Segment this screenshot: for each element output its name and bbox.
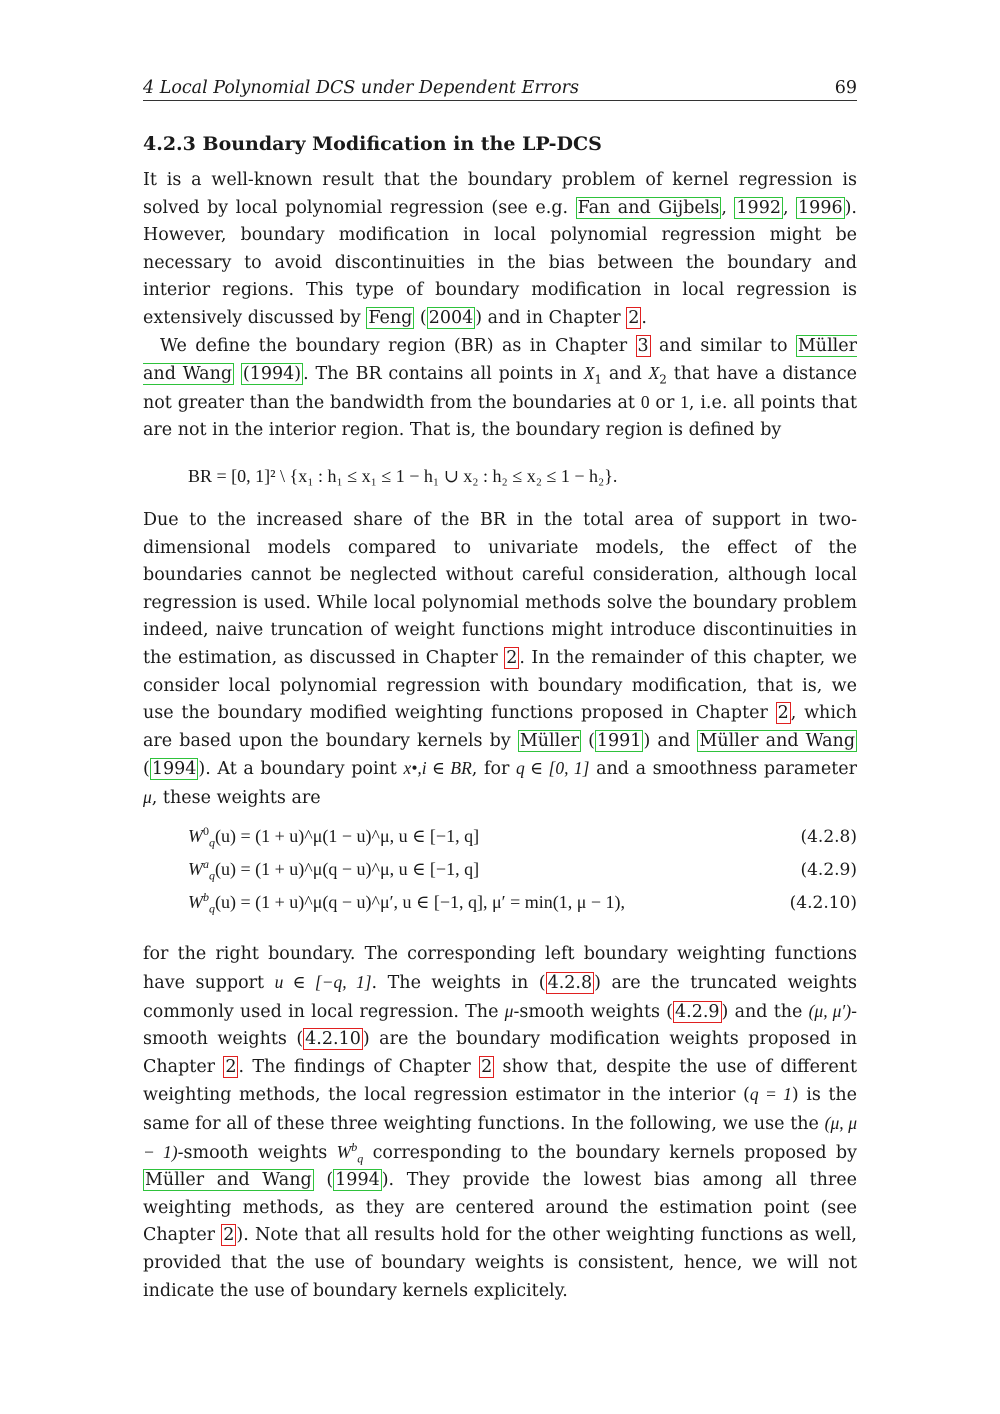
equation-boundary-region: BR = [0, 1]² \ {x₁ : h₁ ≤ x₁ ≤ 1 − h₁ ∪ x₂ : h₂ ≤ x₂ ≤ 1 − h₂}. (188, 465, 618, 486)
page-number: 69 (834, 78, 857, 98)
equation-link[interactable]: 4.2.9 (675, 1001, 720, 1022)
paragraph-3: Due to the increased share of the BR in the total area of support in two-dimensional models compared to univariate models, the effect of the boundaries cannot be neglected without careful consideration, although local regression is used. While local polynomial methods solve the boundary problem indeed, naive truncation of weight functions might introduce discontinuities in the estimation, as discussed in Chapter 2 . In the remainder of this chapter, we consider local polynomial regression with boundary modification, that is, we use the boundary modified weighting functions proposed in Chapter 2 , which are based upon the boundary kernels by Müller ( 1991 ) and Müller and Wang ( 1994 ). At a boundary point x•,i ∈ BR, for q ∈ [0, 1] and a smoothness parameter μ, these weights are (143, 509, 858, 808)
citation-link[interactable]: Müller and Wang (143, 335, 857, 385)
citation-link[interactable]: (1994) (242, 364, 302, 385)
citation-link[interactable]: 1991 (596, 730, 642, 751)
equation-block (143, 826, 857, 925)
paragraph-1: It is a well-known result that the boundary problem of kernel regression is solved by local polynomial regression (see e.g. Fan and Gijbels , 1992 , 1996 ). However, boundary modification in local polynomial regression might be necessary to avoid discontinuities in the bias between the boundary and interior regions. This type of boundary modification in local regression is extensively discussed by Feng ( 2004 ) and in Chapter 2 . (143, 170, 857, 328)
section-heading: 4.2.3 Boundary Modification in the LP-DCS (143, 133, 602, 155)
equation-4-2-9: $W^a_q(u) = (1$ + u)^μ(q − u)^μ, u ∈ [−1, q] (4.2.9) (188, 857, 857, 884)
running-header (143, 78, 857, 101)
paragraph-2: We define the boundary region (BR) as in Chapter 3 and similar to Müller and Wang (1994) . The BR contains all points in $X_1$ and $X_2$ that have a distance not greater than the bandwidth from the boundaries at 0 or 1, i.e. all points that are not in the interior region. That is, the boundary region is defined by (143, 335, 857, 441)
equation-number: (4.2.9) (800, 860, 857, 881)
citation-link[interactable]: 1992 (736, 197, 781, 218)
citation-link[interactable]: Müller and Wang (699, 730, 856, 751)
page (143, 78, 857, 1305)
citation-link[interactable]: 2004 (428, 307, 474, 328)
citation-link[interactable]: 1996 (798, 197, 843, 218)
equation-number: (4.2.10) (789, 893, 857, 914)
equation-4-2-8: $W^0_q(u) = (1$ + u)^μ(1 − u)^μ, u ∈ [−1, q] (4.2.8) (188, 824, 857, 851)
paragraph-4: for the right boundary. The corresponding left boundary weighting functions have support u ∈ [−q, 1]. The weights in ( 4.2.8 ) are the truncated weights commonly used in local regression. The μ-smooth weights ( 4.2.9 ) and the (μ, μ′)-smooth weights ( 4.2.10 ) are the boundary modification weights proposed in Chapter 2 . The findings of Chapter 2 show that, despite the use of different weighting methods, the local regression estimator in the interior (q = 1) is the same for all of these three weighting functions. In the following, we use the (μ, μ − 1)-smooth weights $W^b_q$ corresponding to the boundary kernels proposed by Müller and Wang ( 1994 ). They provide the lowest bias among all three weighting methods, as they are centered around the estimation point (see Chapter 2 ). Note that all results hold for the other weighting functions as well, provided that the use of boundary weights is consistent, hence, we will not indicate the use of boundary kernels explicitely. (143, 944, 858, 1301)
equation-4-2-10: $W^b_q(u) = (1$ + u)^μ(q − u)^μ′, u ∈ [−1, q], μ′ = min(1, μ − 1), (4.2.10) (188, 890, 857, 917)
citation-link[interactable]: Fan and Gijbels (577, 197, 720, 218)
chapter-title: 4 Local Polynomial DCS under Dependent Errors (143, 78, 579, 98)
chapter-link[interactable]: 2 (481, 1056, 493, 1077)
citation-link[interactable]: 1994 (335, 1170, 380, 1191)
chapter-link[interactable]: 2 (506, 647, 518, 668)
equation-number: (4.2.8) (800, 827, 857, 848)
citation-link[interactable]: Müller (519, 730, 579, 751)
citation-link[interactable]: 1994 (151, 759, 197, 780)
equation-link[interactable]: 4.2.8 (547, 973, 593, 994)
chapter-link[interactable]: 2 (225, 1056, 237, 1077)
chapter-link[interactable]: 2 (223, 1225, 235, 1246)
citation-link[interactable]: Feng (368, 307, 413, 328)
chapter-link[interactable]: 2 (777, 703, 789, 724)
equation-link[interactable]: 4.2.10 (305, 1029, 361, 1050)
chapter-link[interactable]: 2 (628, 307, 640, 328)
chapter-link[interactable]: 3 (637, 335, 649, 356)
citation-link[interactable]: Müller and Wang (145, 1170, 312, 1191)
